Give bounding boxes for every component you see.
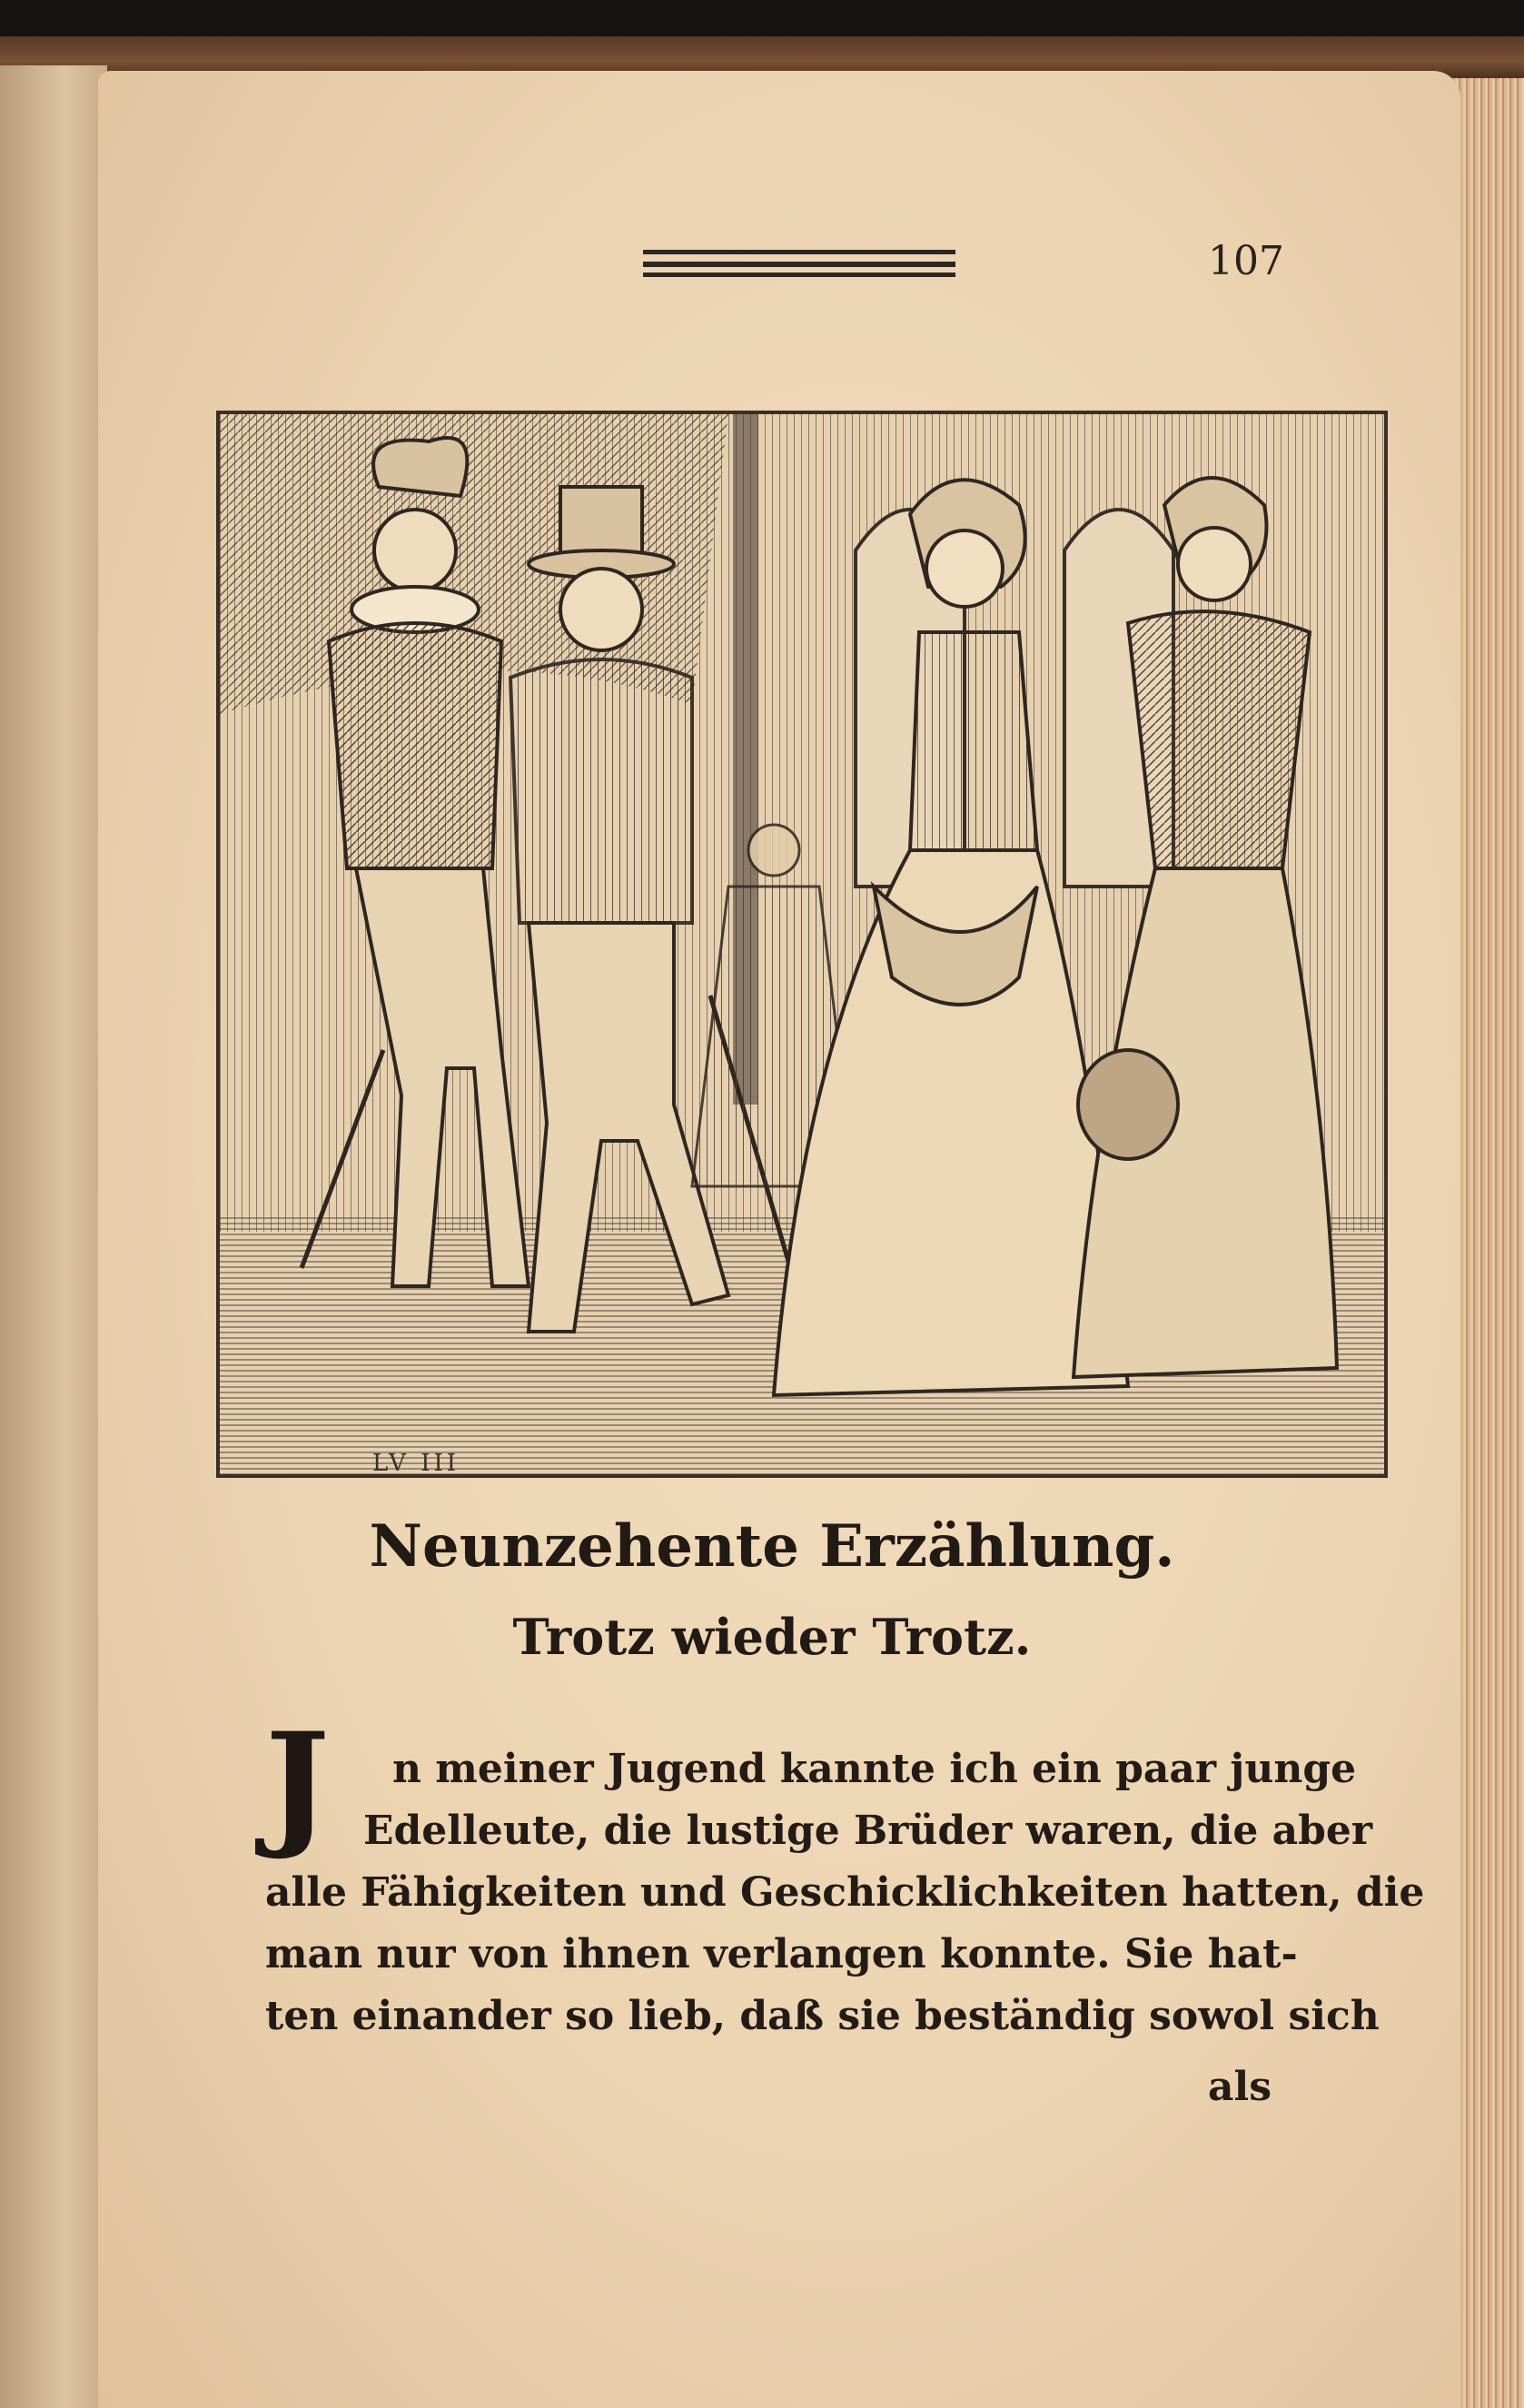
page-number: 107 [1208,238,1284,284]
plate-caption: LV III [372,1450,460,1477]
text-line: Edelleute, die lustige Brüder waren, die aber [363,1808,1373,1854]
chapter-subtitle: Trotz wieder Trotz. [512,1608,1032,1666]
catchword: als [1208,2064,1272,2110]
header-ornament-rule [643,250,955,277]
engraving-illustration [216,411,1388,1478]
text-line: ten einander so lieb, daß sie beständig sowol sich [265,1993,1380,2039]
drop-cap: J [265,1703,330,1863]
text-line: n meiner Jugend kannte ich ein paar junge [392,1746,1357,1792]
chapter-title: Neunzehente Erzählung. [369,1512,1175,1581]
left-page-edge [0,65,107,2408]
text-line: alle Fähigkeiten und Geschicklichkeiten hatten, die [265,1869,1425,1916]
text-line: man nur von ihnen verlangen konnte. Sie hat- [265,1931,1298,1977]
